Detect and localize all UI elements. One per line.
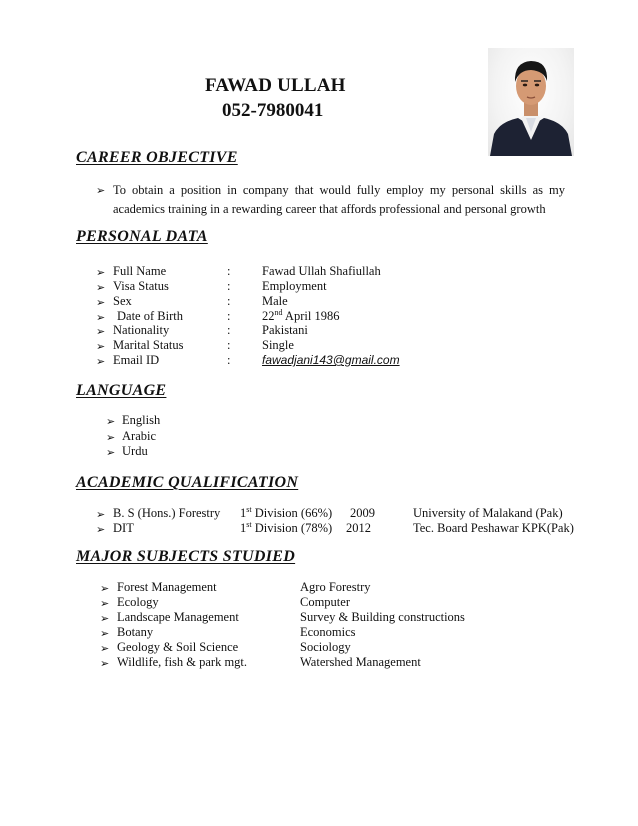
- career-objective-line-1: To obtain a position in company that would fully employ my personal skills as my: [113, 183, 565, 197]
- bullet-icon: ➢: [100, 643, 110, 655]
- personal-separator: :: [227, 323, 231, 337]
- language-item-urdu: Urdu: [122, 444, 148, 458]
- subject-right-item: Survey & Building constructions: [300, 610, 465, 624]
- academic-institute: Tec. Board Peshawar KPK(Pak): [413, 521, 574, 535]
- bullet-icon: ➢: [96, 341, 106, 353]
- major-subjects-heading: MAJOR SUBJECTS STUDIED: [76, 548, 296, 565]
- bullet-icon: ➢: [96, 267, 106, 279]
- personal-label-full-name: Full Name: [113, 264, 167, 278]
- career-objective-heading: CAREER OBJECTIVE: [76, 149, 238, 166]
- personal-data-heading: PERSONAL DATA: [76, 228, 208, 245]
- bullet-icon: ➢: [96, 524, 106, 536]
- subject-left-item: Forest Management: [117, 580, 217, 594]
- personal-label-email: Email ID: [113, 353, 160, 367]
- subject-right-item: Computer: [300, 595, 350, 609]
- personal-label-sex: Sex: [113, 294, 132, 308]
- subject-right-item: Agro Forestry: [300, 580, 371, 594]
- bullet-icon: ➢: [96, 312, 106, 324]
- personal-label-nationality: Nationality: [113, 323, 170, 337]
- subject-left-item: Wildlife, fish & park mgt.: [117, 655, 248, 669]
- career-objective-text: [113, 181, 565, 200]
- bullet-icon: ➢: [96, 356, 106, 368]
- academic-division: 1st Division (78%): [240, 520, 333, 535]
- subject-left-item: Botany: [117, 625, 154, 639]
- personal-value-marital-status: Single: [262, 338, 294, 352]
- academic-degree: B. S (Hons.) Forestry: [113, 506, 221, 520]
- personal-label-marital-status: Marital Status: [113, 338, 184, 352]
- personal-separator: :: [227, 353, 231, 367]
- academic-year: 2012: [346, 521, 371, 535]
- personal-label-visa-status: Visa Status: [113, 279, 169, 293]
- personal-value-full-name: Fawad Ullah Shafiullah: [262, 264, 381, 278]
- academic-qualification-heading: ACADEMIC QUALIFICATION: [76, 474, 299, 491]
- bullet-icon: ➢: [96, 509, 106, 521]
- bullet-icon: ➢: [106, 447, 116, 459]
- personal-value-sex: Male: [262, 294, 288, 308]
- language-heading: LANGUAGE: [76, 382, 167, 399]
- personal-separator: :: [227, 279, 231, 293]
- subject-left-item: Ecology: [117, 595, 159, 609]
- personal-separator: :: [227, 309, 231, 323]
- subject-left-item: Geology & Soil Science: [117, 640, 239, 654]
- personal-value-nationality: Pakistani: [262, 323, 308, 337]
- academic-division: 1st Division (66%): [240, 505, 333, 520]
- bullet-icon: ➢: [96, 326, 106, 338]
- phone-number: 052-7980041: [222, 100, 324, 121]
- subject-right-item: Watershed Management: [300, 655, 421, 669]
- personal-label-date-of-birth: Date of Birth: [117, 309, 183, 323]
- bullet-icon: ➢: [100, 598, 110, 610]
- personal-separator: :: [227, 294, 231, 308]
- academic-institute: University of Malakand (Pak): [413, 506, 563, 520]
- personal-separator: :: [227, 338, 231, 352]
- profile-photo: [488, 48, 574, 156]
- career-objective-text-line-2: academics training in a rewarding career that affords professional and personal growth: [113, 202, 546, 216]
- bullet-icon: ➢: [96, 282, 106, 294]
- bullet-icon: ➢: [100, 613, 110, 625]
- bullet-icon: ➢: [96, 185, 106, 197]
- subject-left-item: Landscape Management: [117, 610, 239, 624]
- bullet-icon: ➢: [100, 658, 110, 670]
- subject-right-item: Sociology: [300, 640, 351, 654]
- candidate-name: FAWAD ULLAH: [205, 75, 346, 96]
- bullet-icon: ➢: [106, 432, 116, 444]
- academic-degree: DIT: [113, 521, 134, 535]
- bullet-icon: ➢: [106, 416, 116, 428]
- bullet-icon: ➢: [96, 297, 106, 309]
- bullet-icon: ➢: [100, 628, 110, 640]
- language-item-english: English: [122, 413, 161, 427]
- academic-year: 2009: [350, 506, 375, 520]
- language-item-arabic: Arabic: [122, 429, 157, 443]
- subject-right-item: Economics: [300, 625, 356, 639]
- bullet-icon: ➢: [100, 583, 110, 595]
- personal-value-date-of-birth: 22nd April 1986: [262, 308, 340, 323]
- personal-separator: :: [227, 264, 231, 278]
- personal-value-visa-status: Employment: [262, 279, 327, 293]
- email-link[interactable]: fawadjani143@gmail.com: [262, 353, 400, 367]
